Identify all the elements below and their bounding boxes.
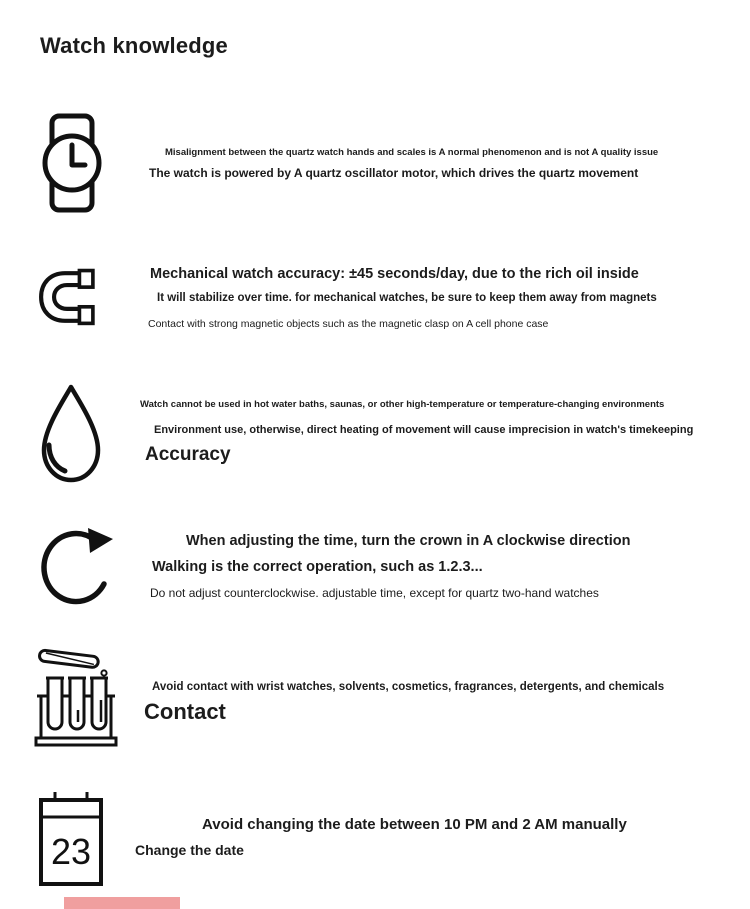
section-date-headline: Avoid changing the date between 10 PM and 2 AM manually xyxy=(202,816,627,833)
magnet-icon xyxy=(38,266,96,330)
section-accuracy-heading: Accuracy xyxy=(145,444,231,465)
calendar-day-number: 23 xyxy=(50,831,92,872)
clockwise-arrow-icon xyxy=(36,524,114,614)
section-date-sub: Change the date xyxy=(135,842,244,858)
section-contact-heading: Contact xyxy=(144,699,226,724)
page-title: Watch knowledge xyxy=(40,33,228,58)
test-tubes-icon xyxy=(34,648,118,748)
accent-bar xyxy=(64,897,180,909)
section-magnet-note: Contact with strong magnetic objects such as the magnetic clasp on A cell phone case xyxy=(148,318,549,330)
watch-icon xyxy=(40,113,104,213)
section-magnet-sub: It will stabilize over time. for mechanical watches, be sure to keep them away from magnets xyxy=(157,292,657,304)
section-adjust-sub: Walking is the correct operation, such as 1.2.3... xyxy=(152,559,483,575)
section-adjust-note: Do not adjust counterclockwise. adjustable time, except for quartz two-hand watches xyxy=(150,586,599,600)
section-adjust-headline: When adjusting the time, turn the crown in A clockwise direction xyxy=(186,533,631,549)
calendar-icon xyxy=(38,790,104,887)
section-contact-note: Avoid contact with wrist watches, solvents, cosmetics, fragrances, detergents, and chemicals xyxy=(152,681,665,693)
section-temperature-sub: Environment use, otherwise, direct heating of movement will cause imprecision in watch's timekeeping xyxy=(154,424,694,436)
section-quartz-note: Misalignment between the quartz watch hands and scales is A normal phenomenon and is not A quality issue xyxy=(165,147,659,158)
section-magnet-headline: Mechanical watch accuracy: ±45 seconds/day, due to the rich oil inside xyxy=(150,266,639,282)
water-drop-icon xyxy=(36,383,106,485)
section-temperature-note: Watch cannot be used in hot water baths, saunas, or other high-temperature or temperature-changing environments xyxy=(140,399,665,410)
section-quartz-main: The watch is powered by A quartz oscillator motor, which drives the quartz movement xyxy=(149,166,639,180)
